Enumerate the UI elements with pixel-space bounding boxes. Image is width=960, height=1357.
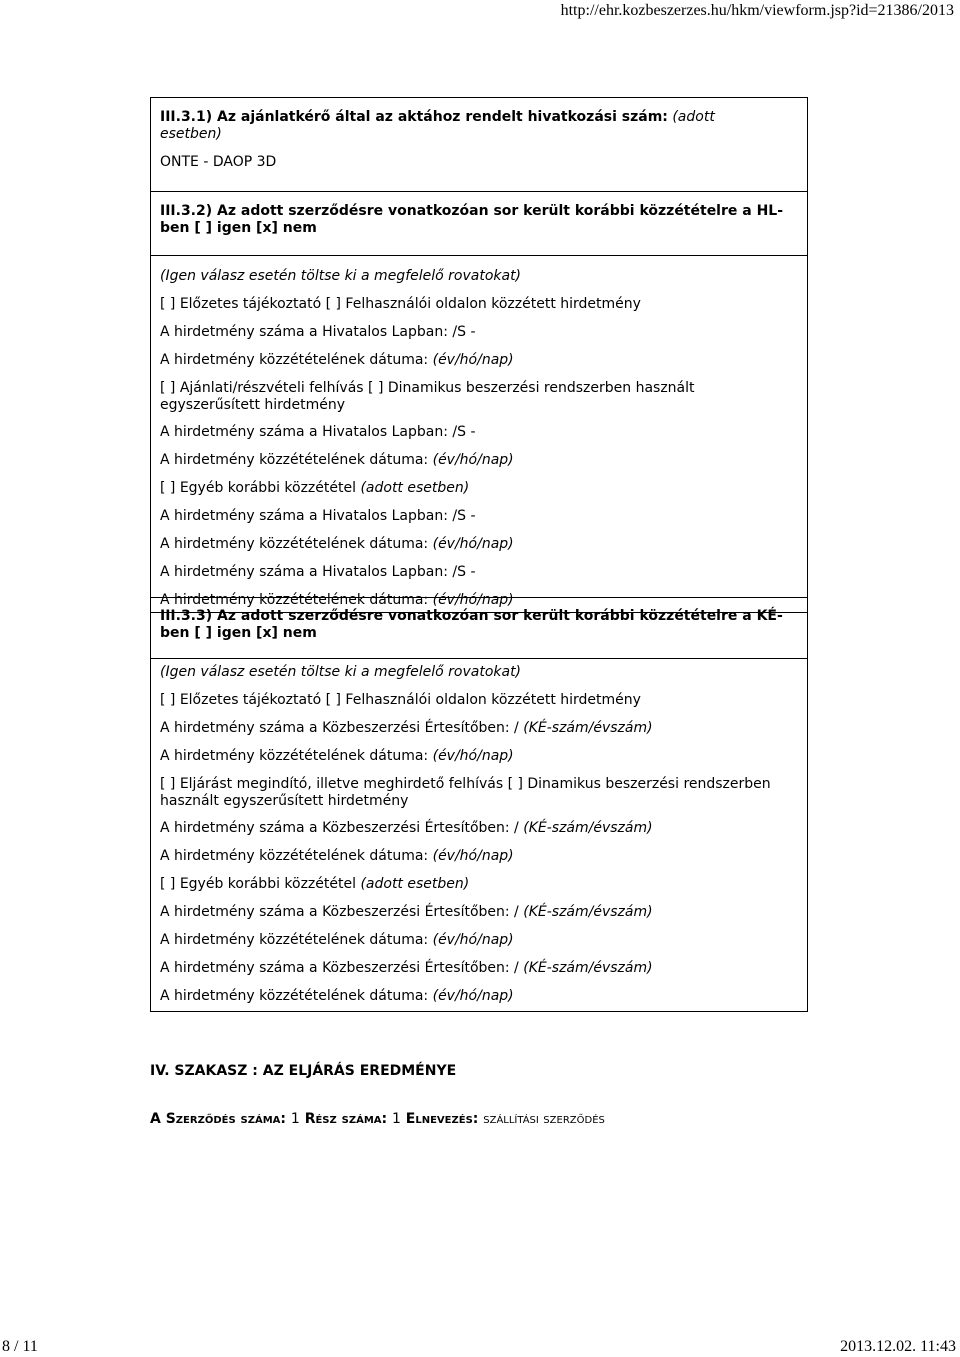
ke-number-label: A hirdetmény száma a Közbeszerzési Értesítőben: /	[160, 720, 519, 736]
hl-number-2: A hirdetmény száma a Hivatalos Lapban: /S -	[160, 424, 476, 440]
title-label: Elnevezés:	[405, 1111, 479, 1127]
hl-date-label: A hirdetmény közzétételének dátuma:	[160, 592, 429, 608]
section-iv-title: IV. SZAKASZ : AZ ELJÁRÁS EREDMÉNYE	[150, 1063, 457, 1079]
ke-line-2: [ ] Eljárást megindító, illetve meghirdető felhívás [ ] Dinamikus beszerzési rendszerben használt egyszerűsített hirdetmény	[160, 776, 771, 809]
contract-number-value: 1	[290, 1111, 300, 1127]
section-box-hl	[150, 97, 808, 613]
hl-date-hint: (év/hó/nap)	[432, 452, 514, 468]
part-number-value: 1	[391, 1111, 401, 1127]
ke-date-hint: (év/hó/nap)	[432, 748, 514, 764]
ke-number-hint: (KÉ-szám/évszám)	[523, 904, 653, 920]
section-box-ke	[150, 597, 808, 1012]
hl-date-label: A hirdetmény közzétételének dátuma:	[160, 352, 429, 368]
hl-date-label: A hirdetmény közzétételének dátuma:	[160, 452, 429, 468]
ke-number-3	[160, 904, 807, 921]
hl-date-hint: (év/hó/nap)	[432, 536, 514, 552]
reference-number-title-text: III.3.1) Az ajánlatkérő által az aktához rendelt hivatkozási szám:	[160, 109, 668, 125]
ke-number-2	[160, 820, 807, 837]
hl-date-hint: (év/hó/nap)	[432, 592, 514, 608]
ke-line-1: [ ] Előzetes tájékoztató [ ] Felhasználói oldalon közzétett hirdetmény	[160, 692, 641, 708]
ke-number-hint: (KÉ-szám/évszám)	[523, 960, 653, 976]
cell-hl-title	[151, 191, 807, 255]
hl-date-1	[160, 352, 807, 369]
hl-line-2: [ ] Ajánlati/részvételi felhívás [ ] Dinamikus beszerzési rendszerben használt egyszerűsített hirdetmény	[160, 380, 695, 413]
hl-number-3: A hirdetmény száma a Hivatalos Lapban: /S -	[160, 508, 476, 524]
ke-date-hint: (év/hó/nap)	[432, 848, 514, 864]
ke-number-label: A hirdetmény száma a Közbeszerzési Értesítőben: /	[160, 960, 519, 976]
ke-date-4	[160, 988, 807, 1005]
hl-section-title: III.3.2) Az adott szerződésre vonatkozóan sor került korábbi közzétételre a HL-ben [ ] igen [x] nem	[160, 203, 784, 236]
header-url: http://ehr.kozbeszerzes.hu/hkm/viewform.jsp?id=21386/2013	[560, 2, 954, 19]
ke-section-title: III.3.3) Az adott szerződésre vonatkozóan sor került korábbi közzétételre a KÉ-ben [ ] igen [x] nem	[160, 608, 783, 641]
hl-date-label: A hirdetmény közzétételének dátuma:	[160, 536, 429, 552]
ke-date-1	[160, 748, 807, 765]
ke-date-hint: (év/hó/nap)	[432, 988, 514, 1004]
cell-ke-title	[151, 598, 807, 658]
cell-ke-details	[151, 658, 807, 1005]
print-date: 2013.12.02. 11:43	[840, 1338, 956, 1355]
ke-date-label: A hirdetmény közzétételének dátuma:	[160, 932, 429, 948]
cell-reference-number	[151, 98, 807, 191]
cell-hl-details	[151, 255, 807, 609]
hl-number-4: A hirdetmény száma a Hivatalos Lapban: /S -	[160, 564, 476, 580]
reference-number-title	[160, 109, 760, 143]
ke-number-1	[160, 720, 807, 737]
hl-other-optional: (adott esetben)	[360, 480, 470, 496]
hl-date-3	[160, 536, 807, 553]
ke-other-label: [ ] Egyéb korábbi közzététel	[160, 876, 356, 892]
hl-date-2	[160, 452, 807, 469]
ke-date-2	[160, 848, 807, 865]
reference-number-optional: (adott esetben)	[160, 109, 715, 142]
hl-line-1: [ ] Előzetes tájékoztató [ ] Felhasználói oldalon közzétett hirdetmény	[160, 296, 641, 312]
hl-number-1: A hirdetmény száma a Hivatalos Lapban: /S -	[160, 324, 476, 340]
hl-hint: (Igen válasz esetén töltse ki a megfelelő rovatokat)	[160, 268, 522, 284]
ke-number-label: A hirdetmény száma a Közbeszerzési Értesítőben: /	[160, 820, 519, 836]
hl-other-label: [ ] Egyéb korábbi közzététel	[160, 480, 356, 496]
ke-line-3	[160, 876, 807, 893]
ke-date-label: A hirdetmény közzétételének dátuma:	[160, 988, 429, 1004]
ke-number-label: A hirdetmény száma a Közbeszerzési Értesítőben: /	[160, 904, 519, 920]
ke-other-optional: (adott esetben)	[360, 876, 470, 892]
ke-number-4	[160, 960, 807, 977]
contract-number-label: A Szerződés száma:	[150, 1111, 287, 1127]
ke-hint: (Igen válasz esetén töltse ki a megfelelő rovatokat)	[160, 664, 522, 680]
page-number: 8 / 11	[2, 1338, 38, 1355]
ke-date-3	[160, 932, 807, 949]
contract-line	[150, 1111, 605, 1127]
title-value: szállítási szerződés	[483, 1111, 605, 1127]
ke-number-hint: (KÉ-szám/évszám)	[523, 720, 653, 736]
ke-date-label: A hirdetmény közzétételének dátuma:	[160, 848, 429, 864]
part-number-label: Rész száma:	[304, 1111, 388, 1127]
hl-line-3	[160, 480, 807, 497]
reference-number-value: ONTE - DAOP 3D	[160, 154, 277, 170]
ke-date-hint: (év/hó/nap)	[432, 932, 514, 948]
hl-date-hint: (év/hó/nap)	[432, 352, 514, 368]
ke-date-label: A hirdetmény közzétételének dátuma:	[160, 748, 429, 764]
ke-number-hint: (KÉ-szám/évszám)	[523, 820, 653, 836]
